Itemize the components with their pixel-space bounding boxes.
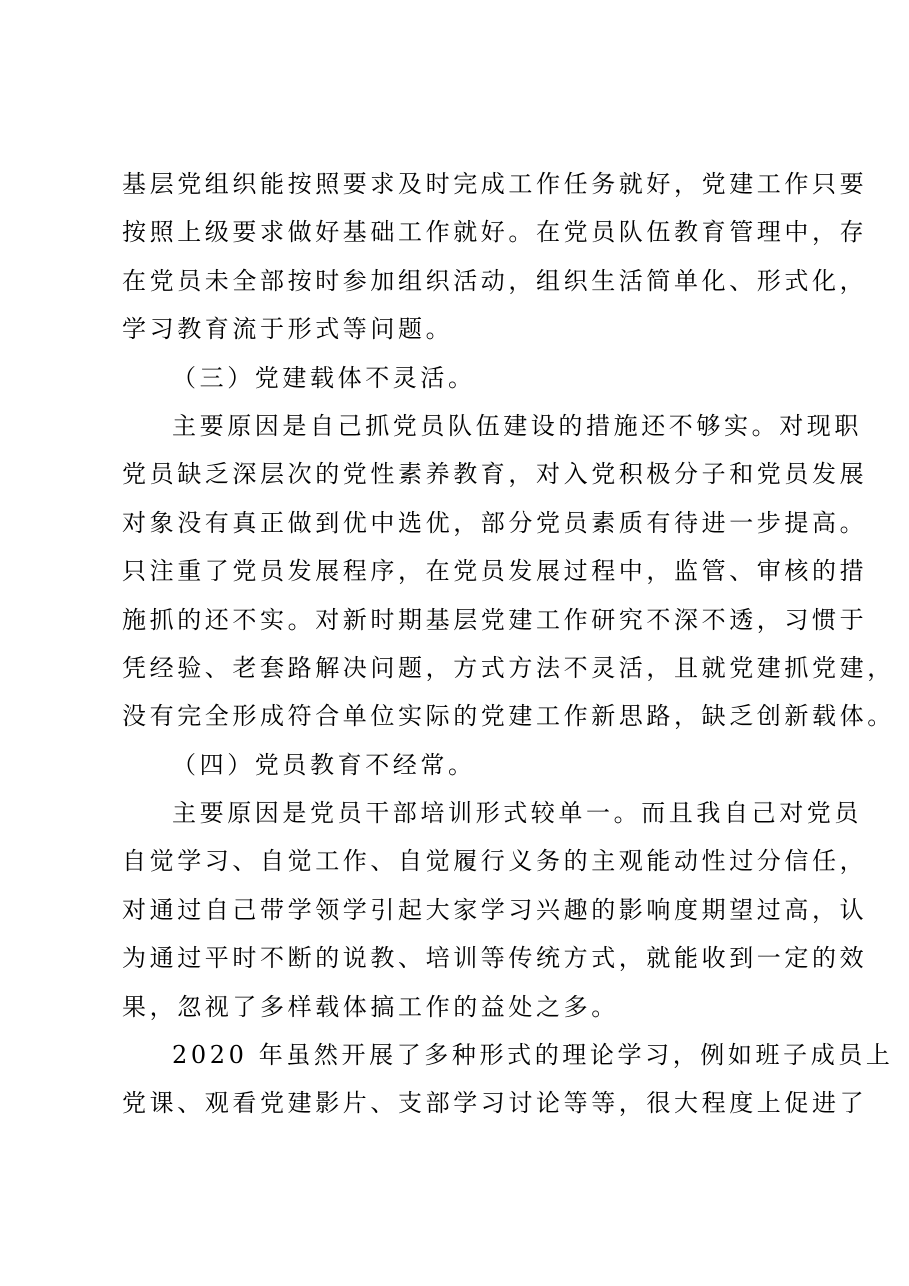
text-line: （四）党员教育不经常。	[172, 750, 476, 779]
text-line: 凭经验、老套路解决问题，方式方法不灵活，且就党建抓党建，	[122, 653, 895, 682]
text-line: 党课、观看党建影片、支部学习讨论等等，很大程度上促进了	[122, 1089, 868, 1118]
text-line: 学习教育流于形式等问题。	[122, 315, 454, 344]
text-line: 主要原因是自己抓党员队伍建设的措施还不够实。对现职	[172, 411, 862, 440]
text-line: 只注重了党员发展程序，在党员发展过程中，监管、审核的措	[122, 557, 868, 586]
text-line: 党员缺乏深层次的党性素养教育，对入党积极分子和党员发展	[122, 460, 868, 489]
text-line: 在党员未全部按时参加组织活动，组织生活简单化、形式化，	[122, 266, 868, 295]
text-line: 基层党组织能按照要求及时完成工作任务就好，党建工作只要	[122, 170, 868, 198]
text-line: 没有完全形成符合单位实际的党建工作新思路，缺乏创新载体。	[122, 702, 895, 731]
text-line: 对象没有真正做到优中选优，部分党员素质有待进一步提高。	[122, 508, 868, 537]
body-text	[122, 160, 895, 1128]
text-line: 主要原因是党员干部培训形式较单一。而且我自己对党员	[172, 799, 862, 828]
text-line: 果，忽视了多样载体搞工作的益处之多。	[122, 992, 619, 1021]
text-line: 按照上级要求做好基础工作就好。在党员队伍教育管理中，存	[122, 218, 868, 247]
text-line: 对通过自己带学领学引起大家学习兴趣的影响度期望过高，认	[122, 895, 868, 924]
text-line: 为通过平时不断的说教、培训等传统方式，就能收到一定的效	[122, 944, 868, 973]
text-line: （三）党建载体不灵活。	[172, 363, 476, 392]
text-line: 2020 年虽然开展了多种形式的理论学习，例如班子成员上	[172, 1041, 894, 1070]
text-line: 自觉学习、自觉工作、自觉履行义务的主观能动性过分信任，	[122, 847, 868, 876]
text-line: 施抓的还不实。对新时期基层党建工作研究不深不透，习惯于	[122, 605, 868, 634]
